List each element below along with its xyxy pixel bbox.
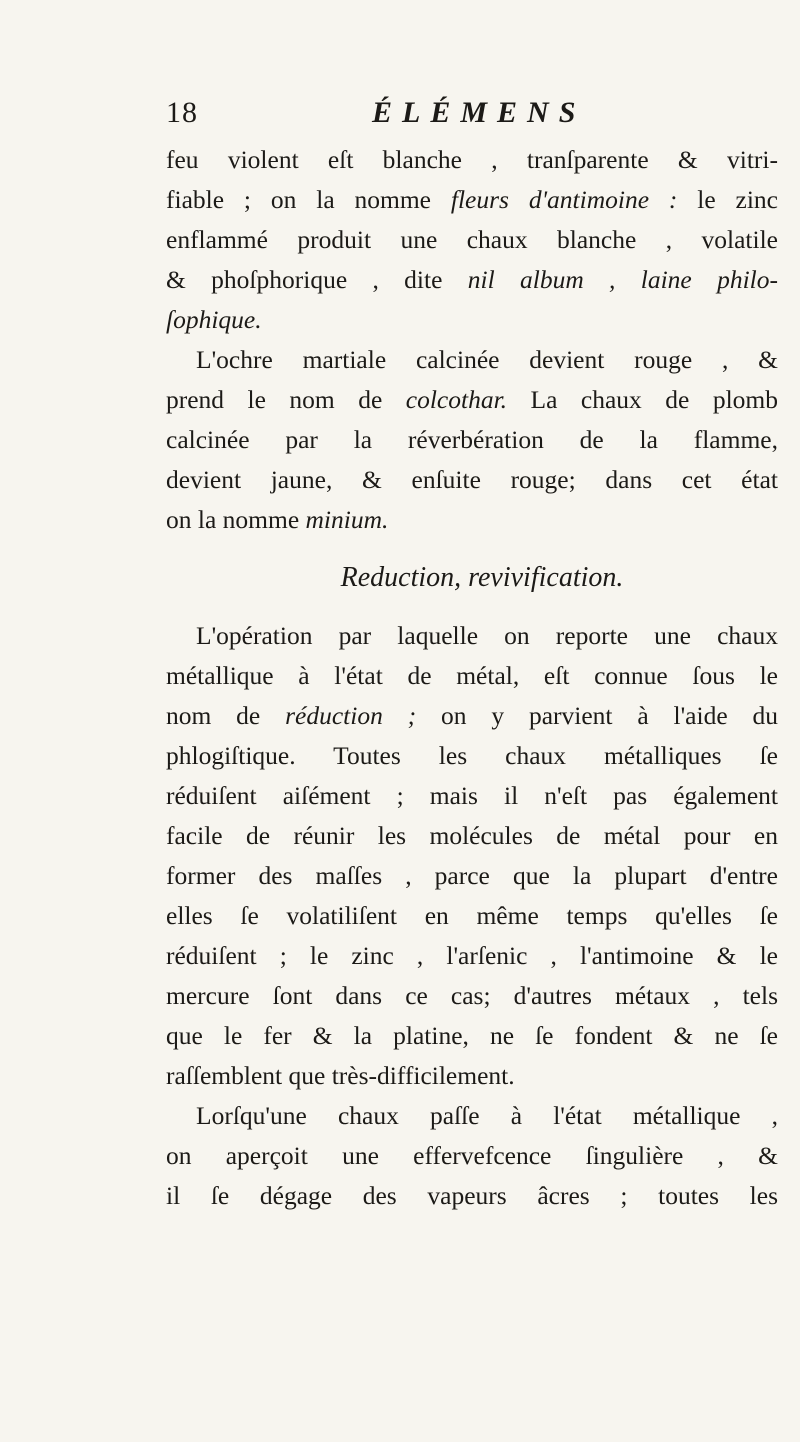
italic-term: minium. [305, 505, 389, 534]
italic-term: réduction ; [285, 701, 417, 730]
text-line: former des maſſes , parce que la plupart d'entre [166, 861, 778, 890]
text-line [166, 500, 778, 540]
italic-term: fleurs d'antimoine : [450, 185, 678, 214]
text-run: & phoſphorique , dite [166, 265, 468, 294]
text-line: enflammé produit une chaux blanche , volatile [166, 225, 778, 254]
text-line [166, 380, 778, 420]
text-line: il ſe dégage des vapeurs âcres ; toutes les [166, 1181, 778, 1210]
text-line: devient jaune, & enſuite rouge; dans cet état [166, 465, 778, 494]
page-number: 18 [166, 96, 198, 129]
text-run: le zinc [677, 185, 778, 214]
text-line: Lorſqu'une chaux paſſe à l'état métallique , [196, 1101, 778, 1130]
paragraph [166, 340, 778, 540]
paragraph [166, 616, 778, 1096]
text-run: nom de [166, 701, 286, 730]
text-line: on aperçoit une effervefcence ſingulière , & [166, 1141, 778, 1170]
text-line: réduiſent ; le zinc , l'arſenic , l'antimoine & le [166, 941, 778, 970]
text-line: calcinée par la réverbération de la flamme, [166, 425, 778, 454]
text-line: que le fer & la platine, ne ſe fondent & ne ſe [166, 1021, 778, 1050]
body-text [166, 140, 778, 1216]
text-line: métallique à l'état de métal, eſt connue ſous le [166, 661, 778, 690]
text-line: L'ochre martiale calcinée devient rouge , & [196, 345, 778, 374]
text-run: prend le nom de [166, 385, 406, 414]
text-line: facile de réunir les molécules de métal pour en [166, 821, 778, 850]
text-line: L'opération par laquelle on reporte une chaux [196, 621, 778, 650]
text-run: on la nomme [166, 505, 306, 534]
text-run: La chaux de plomb [507, 385, 778, 414]
text-run: fiable ; on la nomme [166, 185, 451, 214]
italic-term: colcothar. [405, 385, 508, 414]
text-line: mercure ſont dans ce cas; d'autres métaux , tels [166, 981, 778, 1010]
text-line: réduiſent aiſément ; mais il n'eſt pas également [166, 781, 778, 810]
text-line: raſſemblent que très-difficilement. [166, 1061, 515, 1090]
italic-term: ſophique. [166, 305, 262, 334]
text-line [166, 180, 778, 220]
text-run: on y parvient à l'aide du [416, 701, 778, 730]
page-header [166, 96, 706, 136]
paragraph [166, 140, 778, 340]
text-line: phlogiſtique. Toutes les chaux métalliques ſe [166, 741, 778, 770]
text-line: feu violent eſt blanche , tranſparente & vitri- [166, 145, 778, 174]
italic-term: nil album , laine philo- [467, 265, 778, 294]
text-line: elles ſe volatiliſent en même temps qu'elles ſe [166, 901, 778, 930]
text-line [166, 696, 778, 736]
text-line [166, 300, 778, 340]
text-line [166, 260, 778, 300]
section-heading: Reduction, revivification. [340, 562, 624, 593]
running-head: ÉLÉMENS [372, 96, 586, 129]
paragraph [166, 1096, 778, 1216]
